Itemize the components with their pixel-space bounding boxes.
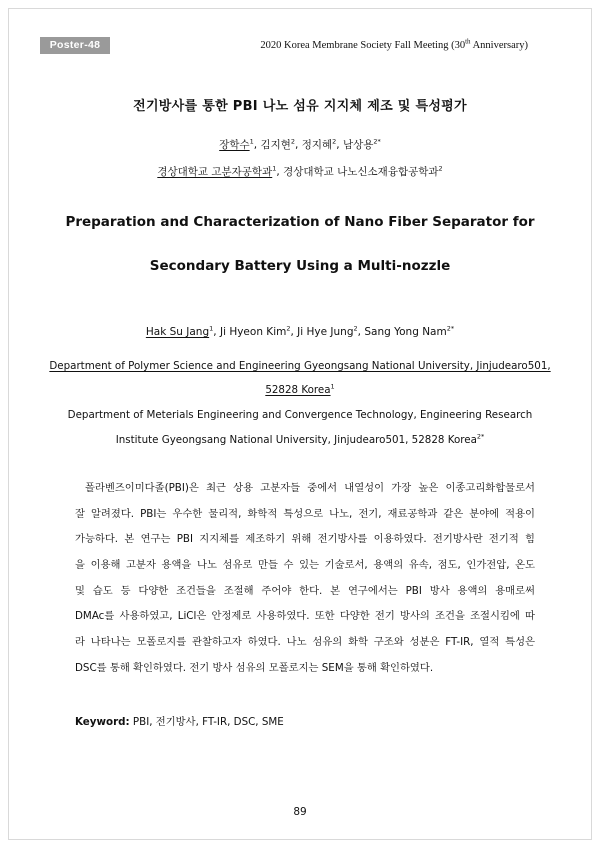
abstract-body bbox=[75, 476, 535, 682]
poster-badge: Poster-48 bbox=[40, 37, 110, 54]
english-title-line-1: Preparation and Characterization of Nano Fiber Separator for bbox=[65, 214, 535, 230]
page-number: 89 bbox=[293, 806, 307, 818]
english-author-separator: , bbox=[357, 326, 365, 338]
english-affiliation-1-text: Department of Polymer Science and Engineering Gyeongsang National University, Jinjudearo501, bbox=[49, 360, 551, 372]
korean-title: 전기방사를 통한 PBI 나노 섬유 지지체 제조 및 특성평가 bbox=[133, 99, 467, 114]
korean-author-sup: 2* bbox=[373, 137, 381, 146]
english-affiliation-2-line-1: Department of Meterials Engineering and Convergence Technology, Engineering Research bbox=[67, 409, 533, 421]
english-authors bbox=[40, 326, 560, 338]
korean-affiliation-1-sup: 1 bbox=[272, 164, 277, 173]
korean-author-separator: , bbox=[253, 139, 261, 151]
english-title-line-2: Secondary Battery Using a Multi-nozzle bbox=[149, 258, 451, 274]
abstract-line: 폴라벤즈이미다졸(PBI)은 최근 상용 고분자들 중에서 내열성이 가장 높은 이종고리화합물로서 bbox=[85, 482, 535, 494]
abstract-line: 라 나타나는 모폴로지를 관찰하고자 하였다. 나노 섬유의 화학 구조와 성분은 FT-IR, 열적 특성은 bbox=[75, 636, 535, 649]
conference-header bbox=[260, 37, 528, 51]
korean-affiliations bbox=[40, 164, 560, 179]
abstract-line: 및 습도 등 다양한 조건들을 조절해 주어야 한다. 본 연구에서는 PBI 방사 용액의 용매로써 bbox=[75, 584, 535, 597]
korean-affiliation-2-sup: 2 bbox=[438, 164, 443, 173]
english-affiliation-1-line-1 bbox=[40, 360, 560, 372]
korean-author-sup: 2 bbox=[290, 137, 296, 146]
english-author-sup: 1 bbox=[209, 324, 214, 333]
korean-author-sup: 1 bbox=[249, 137, 254, 146]
english-affiliation-1-sup: 1 bbox=[330, 382, 335, 391]
conference-sup: th bbox=[465, 37, 471, 46]
abstract-line: 가능하다. 본 연구는 PBI 지지체를 제조하기 위해 전기방사를 이용하였다. 전기방사란 전기적 힘 bbox=[75, 533, 535, 546]
english-affiliation-1-text-2: 52828 Korea bbox=[265, 384, 331, 396]
english-affiliation-2-sup: 2* bbox=[476, 432, 485, 441]
korean-affiliation-sep: , bbox=[276, 166, 284, 178]
korean-author-name: 김지현 bbox=[260, 139, 291, 151]
abstract-line: 을 이용해 고분자 용액을 나노 섬유로 만들 수 있는 기술로서, 용액의 유속, 점도, 인가전압, 온도 bbox=[75, 559, 535, 572]
abstract-line: DMAc를 사용하였고, LiCl은 안정제로 사용하였다. 또한 다양한 전기 방사의 조건을 조절시킴에 따 bbox=[75, 610, 535, 623]
english-author-name: Ji Hyeon Kim bbox=[219, 326, 287, 338]
english-author-sup: 2 bbox=[353, 324, 358, 333]
korean-affiliation-2: 경상대학교 나노신소재융합공학과 bbox=[283, 166, 439, 178]
conference-name: 2020 Korea Membrane Society Fall Meeting (30 bbox=[260, 40, 466, 51]
korean-author-separator: , bbox=[295, 139, 302, 151]
korean-author-name: 장학수 bbox=[219, 139, 250, 151]
english-author-name: Hak Su Jang bbox=[145, 326, 210, 338]
korean-affiliation-1: 경상대학교 고분자공학과 bbox=[157, 166, 273, 178]
abstract-line: DSC를 통해 확인하였다. 전기 방사 섬유의 모폴로지는 SEM을 통해 확인하였다. bbox=[75, 661, 434, 674]
keyword-label: Keyword: bbox=[75, 716, 130, 728]
english-author-sup: 2* bbox=[446, 324, 455, 333]
english-author-sup: 2 bbox=[286, 324, 291, 333]
conference-end: Anniversary) bbox=[470, 40, 528, 51]
korean-author-sup: 2 bbox=[332, 137, 337, 146]
keyword-text: PBI, 전기방사, FT-IR, DSC, SME bbox=[129, 716, 284, 728]
korean-author-separator: , bbox=[336, 139, 343, 151]
english-author-name: Sang Yong Nam bbox=[364, 326, 447, 338]
korean-author-name: 남상용 bbox=[342, 139, 374, 151]
english-author-name: Ji Hye Jung bbox=[297, 326, 354, 338]
english-affiliation-1-line-2 bbox=[40, 384, 560, 396]
keywords bbox=[75, 713, 284, 728]
english-author-separator: , bbox=[290, 326, 298, 338]
english-author-separator: , bbox=[213, 326, 220, 338]
korean-author-name: 정지혜 bbox=[301, 139, 333, 151]
abstract-line: 잘 알려졌다. PBI는 우수한 물리적, 화학적 특성으로 나노, 전기, 재료공학과 같은 분야에 적용이 bbox=[75, 507, 535, 520]
english-affiliation-2-text-2: Institute Gyeongsang National University, Jinjudearo501, 52828 Korea bbox=[115, 434, 477, 446]
korean-authors bbox=[40, 137, 560, 152]
english-affiliation-2-line-2 bbox=[40, 434, 560, 446]
